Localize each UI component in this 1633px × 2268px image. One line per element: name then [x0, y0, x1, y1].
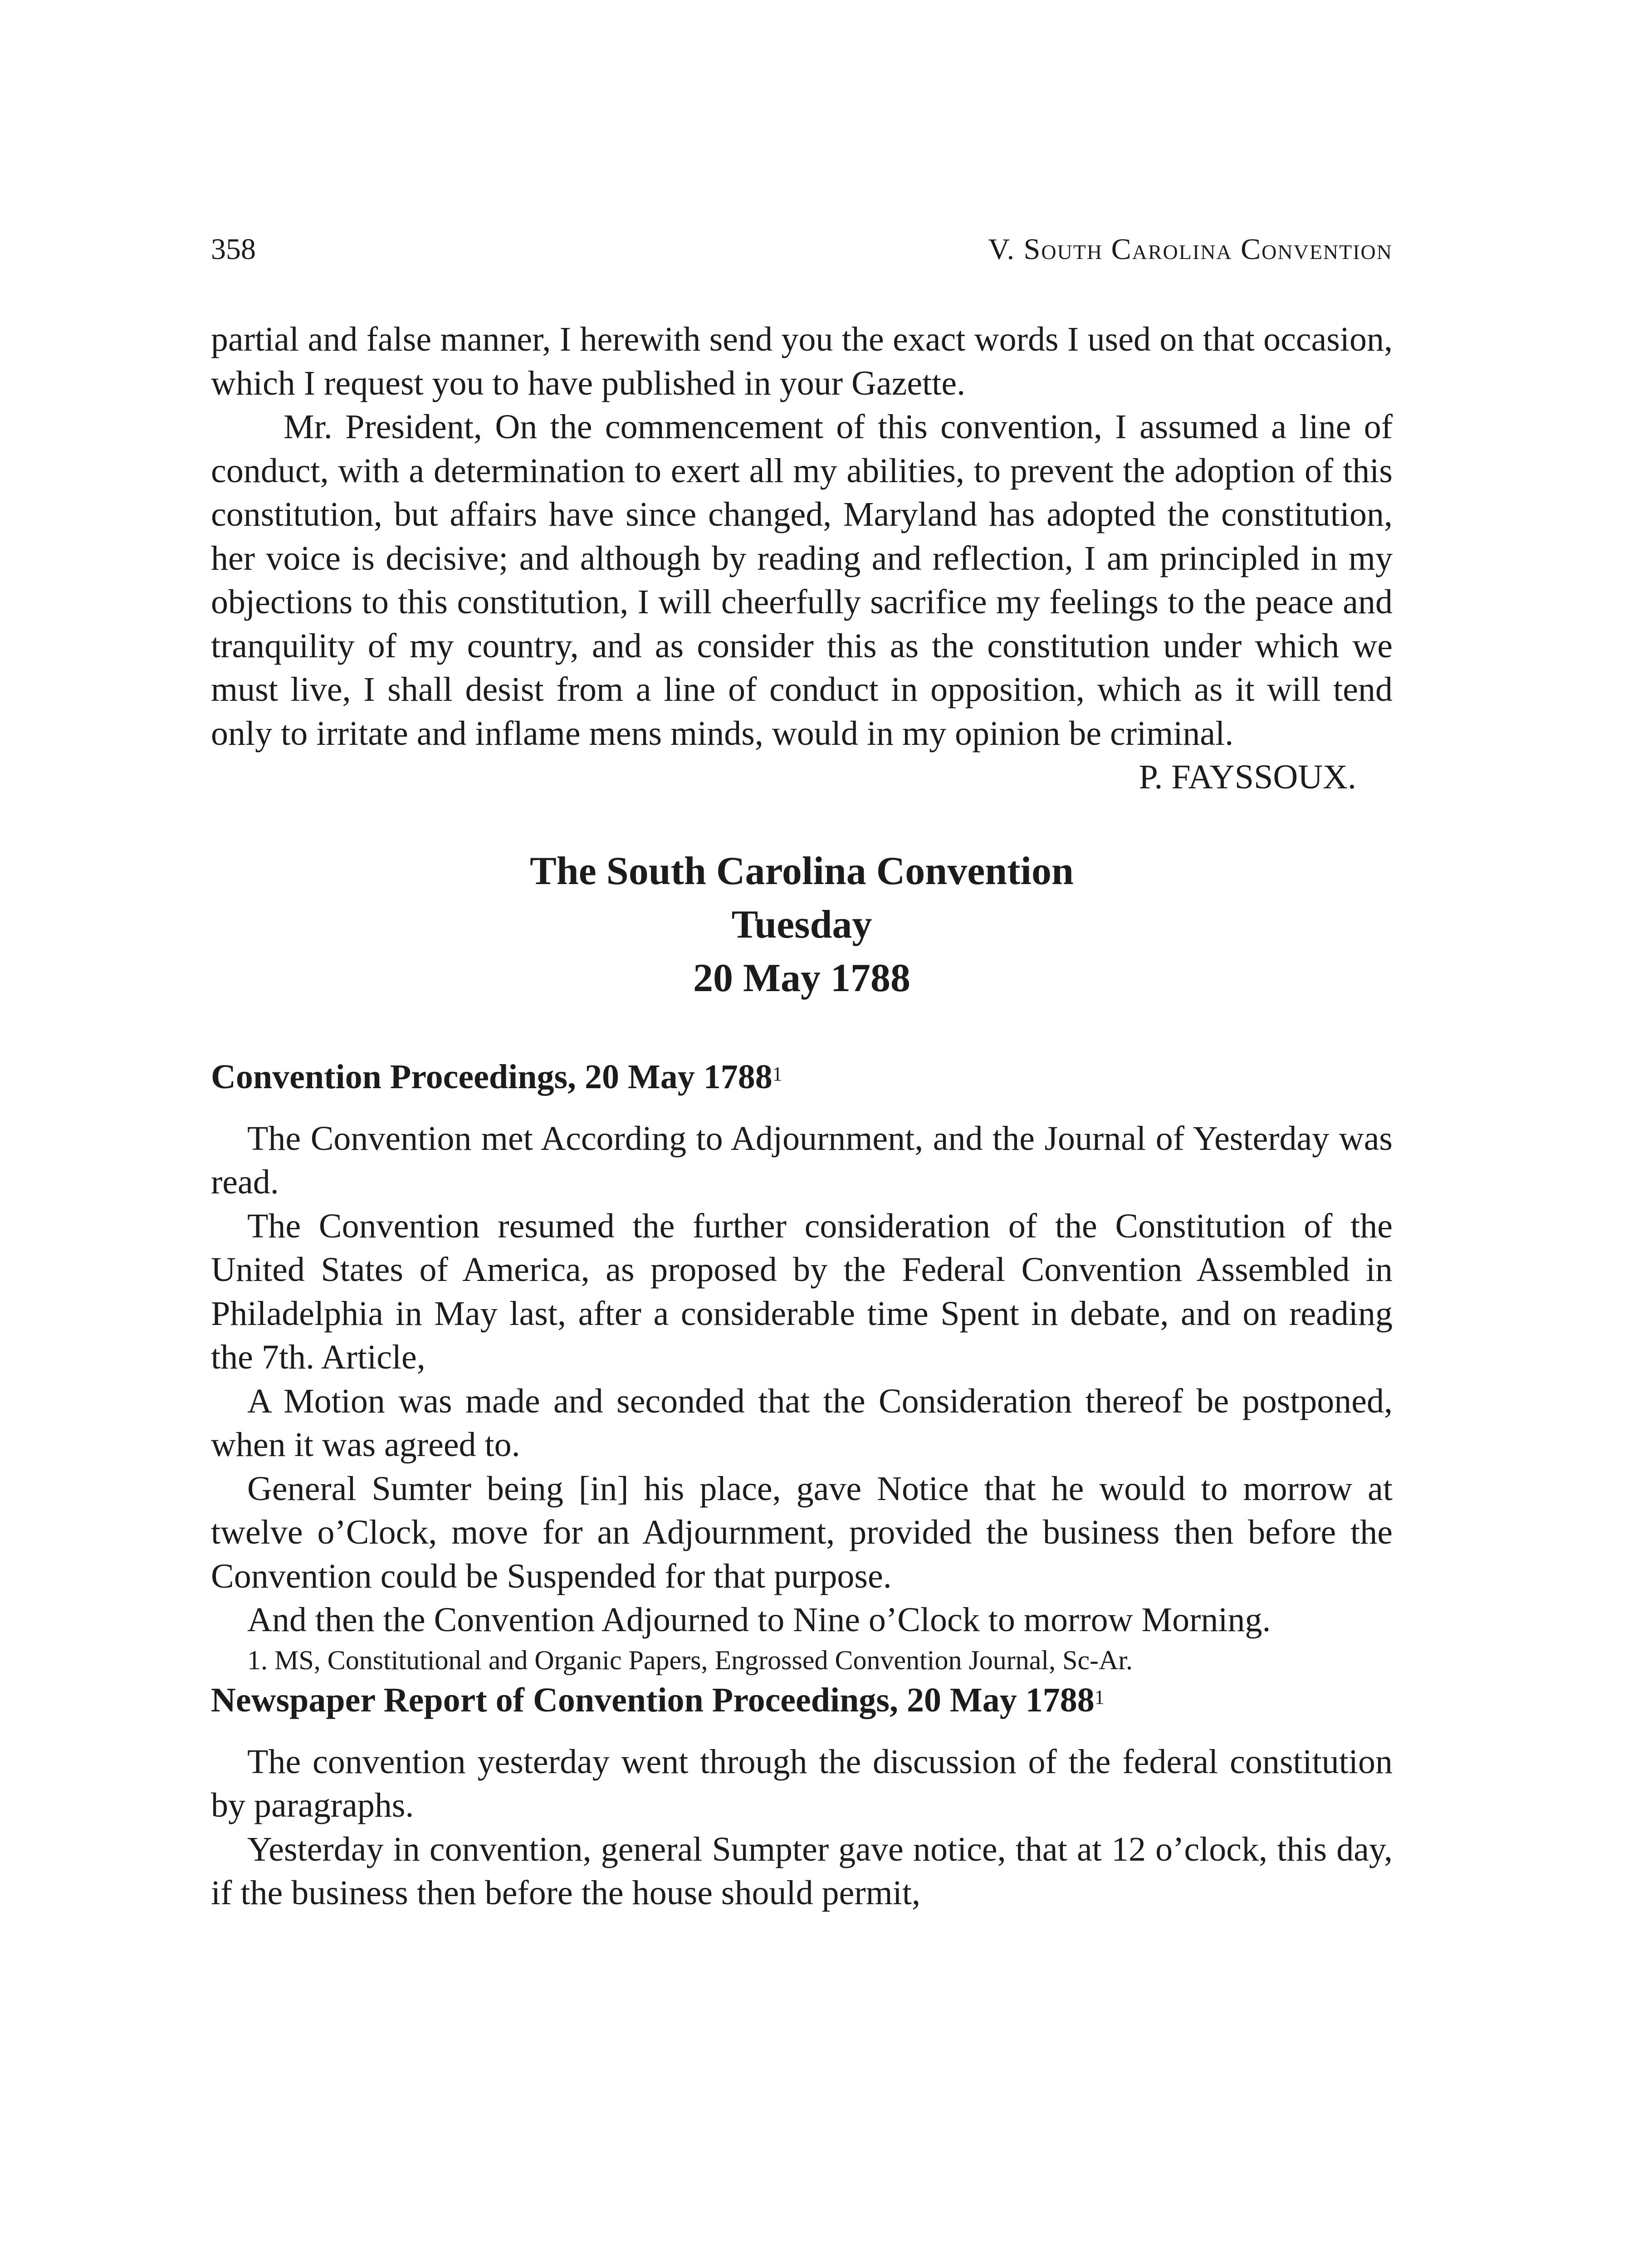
- body-text: [211, 318, 1393, 1915]
- letter-signature: P. FAYSSOUX.: [1139, 758, 1356, 796]
- section-title: [211, 845, 1393, 1005]
- proceedings-paragraph: A Motion was made and seconded that the Consideration thereof be postponed, when it was agreed to.: [211, 1382, 1393, 1464]
- running-head: [211, 229, 1393, 270]
- footnote-reference: 1: [1094, 1686, 1105, 1708]
- proceedings-heading: [211, 1055, 1393, 1099]
- document-page: [211, 0, 1393, 2268]
- letter-paragraph: partial and false manner, I herewith send you the exact words I used on that occasion, which I request you to have published in your Gazette.: [211, 320, 1393, 402]
- section-title-line: Tuesday: [731, 902, 872, 947]
- proceedings-paragraph: And then the Convention Adjourned to Nine o’Clock to morrow Morning.: [247, 1601, 1271, 1639]
- proceedings-paragraph: The Convention met According to Adjournment, and the Journal of Yesterday was read.: [211, 1119, 1393, 1201]
- footnote: 1. MS, Constitutional and Organic Papers, Engrossed Convention Journal, Sc-Ar.: [247, 1645, 1133, 1675]
- newspaper-paragraph: Yesterday in convention, general Sumpter gave notice, that at 12 o’clock, this day, if the business then before the house should permit,: [211, 1830, 1393, 1912]
- newspaper-heading: [211, 1678, 1393, 1722]
- newspaper-heading-text: Newspaper Report of Convention Proceedings, 20 May 1788: [211, 1681, 1095, 1719]
- footnote-reference: 1: [772, 1062, 782, 1085]
- running-title: V. South Carolina Convention: [988, 233, 1393, 266]
- proceedings-heading-text: Convention Proceedings, 20 May 1788: [211, 1057, 772, 1096]
- proceedings-paragraph: The Convention resumed the further consideration of the Constitution of the United States of America, as proposed by the Federal Convention Assembled in Philadelphia in May last, after a considerable time Spent in debate, and on reading the 7th. Article,: [211, 1207, 1393, 1376]
- page-number: 358: [211, 233, 256, 266]
- section-title-line: 20 May 1788: [693, 956, 911, 1000]
- section-title-line: The South Carolina Convention: [530, 849, 1074, 893]
- letter-paragraph: Mr. President, On the commencement of this convention, I assumed a line of conduct, with a determination to exert all my abilities, to prevent the adoption of this constitution, but affairs have since changed, Maryland has adopted the constitution, her voice is decisive; and although by reading and reflection, I am principled in my objections to this constitution, I will cheerfully sacrifice my feelings to the peace and tranquility of my country, and as consider this as the constitution under which we must live, I shall desist from a line of conduct in opposition, which as it will tend only to irritate and inflame mens minds, would in my opinion be criminal.: [211, 408, 1393, 753]
- newspaper-paragraph: The convention yesterday went through the discussion of the federal constitution by paragraphs.: [211, 1742, 1393, 1824]
- proceedings-paragraph: General Sumter being [in] his place, gave Notice that he would to morrow at twelve o’Clock, move for an Adjournment, provided the business then before the Convention could be Suspended for that purpose.: [211, 1469, 1393, 1595]
